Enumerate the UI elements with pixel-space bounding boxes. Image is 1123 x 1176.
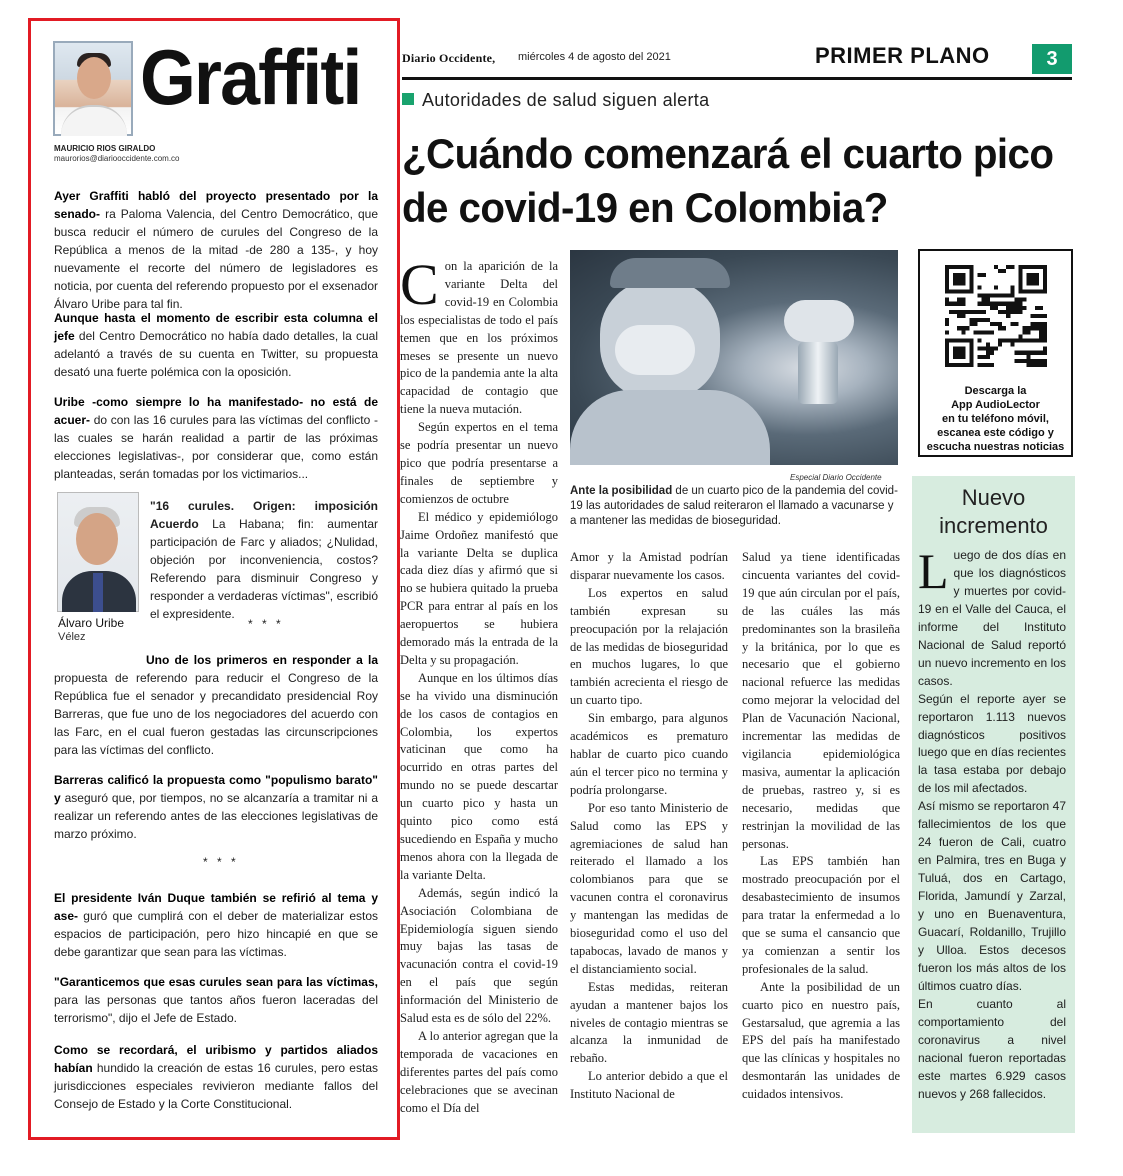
page-number: 3	[1032, 44, 1072, 74]
drop-cap: L	[918, 543, 949, 599]
uribe-photo	[57, 492, 139, 612]
section-separator: * * *	[248, 617, 284, 631]
article-headline: ¿Cuándo comenzará el cuarto pico de covid-19 en Colombia?	[402, 130, 1054, 231]
photo-credit: Especial Diario Occidente	[790, 473, 882, 482]
graffiti-paragraph: Como se recordará, el uribismo y partidos aliados habían hundido la creación de estas 16 curules, pero estas jurisdicciones especiales revivieron mediante fallos del Consejo de Estado y la Corte Constitucional.	[54, 1043, 378, 1111]
qr-instructions: Descarga la App AudioLector en tu teléfono móvil, escanea este código y escucha nuestras noticias	[926, 385, 1065, 453]
graffiti-paragraph: Uno de los primeros en responder a la propuesta de referendo para reducir el Congreso de la República fue el senador y precandidato presidencial Roy Barreras, que fue uno de los negociadores del acuerdo con las Farc, en el cual fueron gestadas las circunscripciones para las víctimas del conflicto.	[54, 653, 378, 757]
graffiti-paragraph: "Garanticemos que esas curules sean para las víctimas, para las personas que tantos años fueron laceradas del terrorismo", dijo el Jefe de Estado.	[54, 975, 378, 1025]
column-title: Graffiti	[140, 33, 361, 121]
graffiti-paragraph: El presidente Iván Duque también se refirió al tema y ase- guró que cumplirá con el deber de materializar estos espacios de participación, pero hizo hincapié en que se debe garantizar que sean para las víctimas.	[54, 891, 378, 959]
masthead-rule	[402, 77, 1072, 80]
graffiti-paragraph: Barreras calificó la propuesta como "populismo barato" y aseguró que, por tiempos, no se alcanzaría a tramitar ni a realizar un referendo antes de las elecciones legislativas de marzo próximo.	[54, 773, 379, 841]
sidebar-body: Luego de dos días en que los diagnósticos y muertes por covid-19 en el Valle del Cauca, el informe del Instituto Nacional de Salud reportó un nuevo incremento en los casos. Según el reporte ayer se reportaron 1.113 nuevos diagnósticos positivos luego que en días recientes la tasa estaba por debajo de los mil afectados. Así mismo se reportaron 47 fallecimientos de los que 24 fueron de Cali, cuatro en Palmira, tres en Buga y Tuluá, dos en Cartago, Florida, Jamundí y Zarzal, y uno en Buenaventura, Guacarí, Roldanillo, Trujillo y Ulloa. Estos decesos fueron los más altos de los últimos cuatro días. En cuanto al comportamiento del coronavirus a nivel nacional fueron reportadas este martes 6.929 casos nuevos y 268 fallecidos.	[918, 543, 1066, 1101]
photo-subname: Vélez	[58, 631, 86, 643]
drop-cap: C	[400, 252, 439, 317]
newspaper-name: Diario Occidente,	[402, 51, 496, 65]
author-email: maurorios@diariooccidente.com.co	[54, 154, 180, 163]
article-column-2: Amor y la Amistad podrían disparar nuevamente los casos. Los expertos en salud también expresan su preocupación por la relajación de las medidas de bioseguridad en muchos lugares, lo que también acrecienta el riesgo de un cuarto tipo. Sin embargo, para algunos académicos es prematuro hablar de cuarto pico cuando aún el tercer pico no termina y podría prolongarse. Por eso tanto Ministerio de Salud como las EPS y agremiaciones de salud han reiterado el llamado a los colombianos para que se vacunen contra el coronavirus y mantengan las medidas de bioseguridad como el uso del tapabocas, lavado de manos y el distanciamiento social. Estas medidas, reiteran ayudan a mantener bajos los niveles de contagio mientras se alcanza la inmunidad de rebaño. Lo anterior debido a que el Instituto Nacional de	[570, 550, 728, 1102]
section-name: PRIMER PLANO	[815, 43, 990, 68]
section-separator: * * *	[203, 855, 239, 869]
graffiti-paragraph: Aunque hasta el momento de escribir esta columna el jefe del Centro Democrático no había dado detalles, la cual adelantó a través de su cuenta en Twitter, su propuesta desató una fuerte polémica con la oposición.	[54, 311, 378, 379]
photo-name: Álvaro Uribe	[58, 616, 125, 630]
article-photo	[570, 250, 898, 465]
kicker-bullet	[402, 93, 414, 105]
author-photo	[53, 41, 133, 136]
author-name: MAURICIO RIOS GIRALDO	[54, 144, 156, 153]
article-kicker: Autoridades de salud siguen alerta	[422, 90, 710, 110]
uribe-quote: "16 curules. Origen: imposición Acuerdo La Habana; fin: aumentar participación de Farc y aliados; ¿Nulidad, objeción por inconveniencia, costos? Referendo para disminuir Congreso y responder a verdaderas víctimas", escribió el expresidente.	[150, 499, 379, 621]
graffiti-paragraph: Uribe -como siempre lo ha manifestado- no está de acuer- do con las 16 curules para las víctimas del conflicto -las cuales se harán realidad a partir de las próximas elecciones legislativas-, por considerar que, como están planteadas, serán tomadas por los victimarios...	[54, 395, 378, 481]
graffiti-paragraph: Ayer Graffiti habló del proyecto presentado por la senado- ra Paloma Valencia, del Centro Democrático, que busca reducir el número de curules del Congreso de la República a menos de la mitad -de 280 a 135-, y hoy nuevamente el recorte del número de legisladores es noticia, por cuenta del referendo propuesto por el exsenador Álvaro Uribe para tal fin.	[54, 189, 378, 311]
photo-caption: Ante la posibilidad de un cuarto pico de la pandemia del covid-19 las autoridades de salud reiteraron el llamado a vacunarse y a mantener las medidas de bioseguridad.	[570, 485, 898, 527]
qr-code-icon[interactable]	[945, 265, 1047, 367]
article-column-3: Salud ya tiene identificadas cincuenta variantes del covid-19 que aún circulan por el país, de las cuáles las más predominantes son la brasileña y la británica, por lo que es necesario que el gobierno nacional refuerce las medidas como mejorar la velocidad del Plan de Vacunación Nacional, incrementar las medidas de vigilancia epidemiológica masiva, aumentar la aplicación de pruebas, rastreo y, si es necesario, medidas que restrinjan la movilidad de las personas. Las EPS también han mostrado preocupación por el desabastecimiento de insumos para tratar la enfermedad a lo que se suma el cansancio que ya comienzan a sentir los profesionales de la salud. Ante la posibilidad de un cuarto pico en nuestro país, Gestarsalud, que agremia a las EPS del país ha manifestado que las clínicas y hospitales no desmontarán las unidades de cuidados intensivos.	[742, 550, 900, 1102]
article-column-1: Con la aparición de la variante Delta del covid-19 en Colombia los especialistas de todo el país temen que en los próximos meses se presente un nuevo pico de la pandemia ante la alta capacidad de contagio que tiene la nueva mutación. Según expertos en el tema se podría presentar un nuevo pico que podría presentarse a finales de septiembre y comienzos de octubre El médico y epidemiólogo Jaime Ordoñez manifestó que la variante Delta se duplica cada diez días y afirmó que si no se hubiera quitado la prueba PCR para entrar al país en los aeropuertos se hubiera demorado más la entrada de la Delta y su propagación. Aunque en los últimos días se ha vivido una disminución de los casos de contagios en Colombia, los expertos vaticinan que como ha ocurrido en otras partes del mundo no se puede descartar un cuarto pico y hasta un quinto pico como está sucediendo en España y mucho menos ahora con la llegada de la variante Delta. Además, según indicó la Asociación Colombiana de Epidemiología siguen siendo muy bajas las tasas de vacunación contra el covid-19 en el país que según información del Ministerio de Salud esta es de sólo del 22%. A lo anterior agregan que la temporada de vacaciones en diferentes partes del país como celebraciones que se avecinan como el Día del	[400, 252, 558, 1115]
issue-date: miércoles 4 de agosto del 2021	[518, 51, 671, 63]
sidebar-title: Nuevo incremento	[939, 485, 1048, 538]
